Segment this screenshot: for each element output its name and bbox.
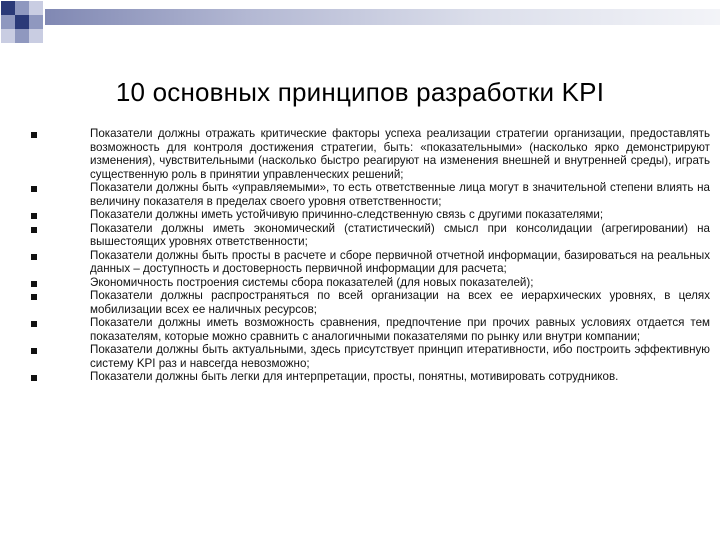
- decor-square: [29, 29, 43, 43]
- decor-square: [15, 15, 29, 29]
- bullet-text: Показатели должны быть «управляемыми», то есть ответственные лица могут в значительной степени влиять на величину показателя в пределах своего уровня ответственности;: [90, 181, 710, 208]
- square-bullet-icon: [31, 294, 37, 300]
- decor-square: [29, 15, 43, 29]
- header-gradient-bar: [45, 9, 720, 25]
- bullet-item: [0, 370, 710, 384]
- bullet-item: [0, 276, 710, 290]
- bullet-item: [0, 127, 710, 181]
- decor-square: [1, 29, 15, 43]
- decor-square: [1, 15, 15, 29]
- bullet-item: [0, 343, 710, 370]
- square-bullet-icon: [31, 227, 37, 233]
- bullet-text: Показатели должны быть просты в расчете и сборе первичной отчетной информации, базироваться на реальных данных – доступность и достоверность первичной информации для расчета;: [90, 248, 710, 275]
- bullet-item: [0, 208, 710, 222]
- header-decoration: [0, 0, 720, 45]
- bullet-text: Показатели должны быть легки для интерпретации, просты, понятны, мотивировать сотрудников.: [90, 370, 619, 383]
- square-bullet-icon: [31, 375, 37, 381]
- bullet-item: [0, 222, 710, 249]
- square-bullet-icon: [31, 213, 37, 219]
- bullet-item: [0, 249, 710, 276]
- decor-square: [29, 1, 43, 15]
- bullet-item: [0, 316, 710, 343]
- decor-square: [15, 1, 29, 15]
- bullet-text: Показатели должны иметь устойчивую причинно-следственную связь с другими показателями;: [90, 208, 604, 221]
- bullet-text: Показатели должны иметь возможность сравнения, предпочтение при прочих равных условиях отдается тем показателям, которые можно сравнить с аналогичными показателями по рынку или внутри компании;: [90, 316, 710, 343]
- bullet-text: Показатели должны отражать критические факторы успеха реализации стратегии организации, предоставлять возможность для контроля достижения стратегии, быть: «показательными» (насколько ярко демонстрируют изменения), чувствительными (насколько быстро реагируют на изменения внешней и внутренней среды), играть существенную роль в принятии управленческих решений;: [90, 127, 710, 181]
- square-bullet-icon: [31, 186, 37, 192]
- bullet-text: Показатели должны распространяться по всей организации на всех ее иерархических уровнях, в целях мобилизации всех ее наличных ресурсов;: [90, 289, 710, 316]
- square-bullet-icon: [31, 348, 37, 354]
- bullet-item: [0, 181, 710, 208]
- bullet-text: Показатели должны иметь экономический (статистический) смысл при консолидации (агрегировании) на вышестоящих уровнях ответственности;: [90, 221, 710, 248]
- bullet-list: [0, 127, 720, 384]
- square-bullet-icon: [31, 254, 37, 260]
- square-bullet-icon: [31, 321, 37, 327]
- bullet-text: Экономичность построения системы сбора показателей (для новых показателей);: [90, 275, 534, 289]
- square-bullet-icon: [31, 281, 37, 287]
- slide-title: 10 основных принципов разработки KPI: [115, 77, 605, 108]
- bullet-item: [0, 289, 710, 316]
- decor-square: [15, 29, 29, 43]
- square-bullet-icon: [31, 132, 37, 138]
- decor-square: [1, 1, 15, 15]
- bullet-text: Показатели должны быть актуальными, здесь присутствует принцип итеративности, ибо построить эффективную систему KPI раз и навсегда невозможно;: [90, 343, 710, 370]
